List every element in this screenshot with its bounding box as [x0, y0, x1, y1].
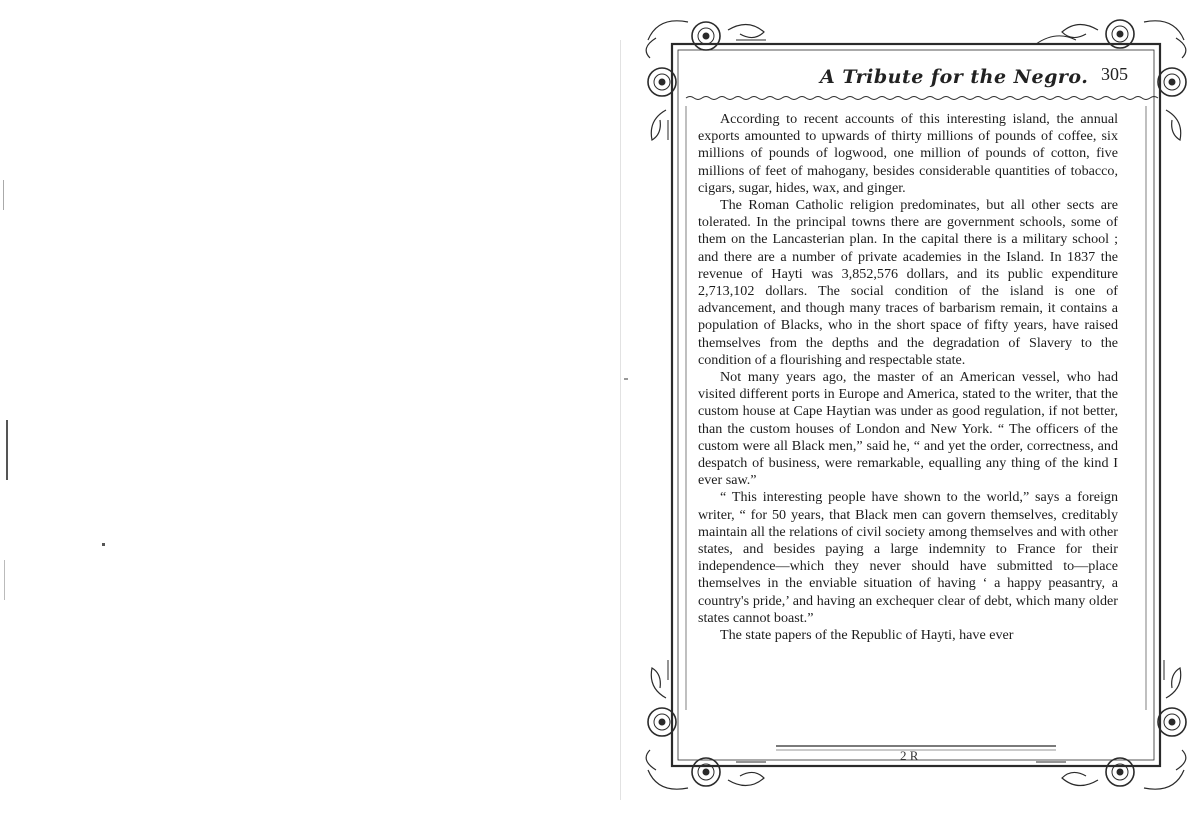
paragraph: “ This interesting people have shown to the world,” says a foreign writer, “ for 50 years, that Black men can govern themselves, creditably maintain all the relations of civil society among themselves and with other states, and besides paying a large indemnity to France for their independence—which they never should have submitted to—place themselves in the enviable situation of having ‘ a happy peasantry, a country's pride,’ and having an exchequer clear of debt, which many older states cannot boast.” — [698, 489, 1118, 626]
paragraph: According to recent accounts of this interesting island, the annual exports amounted to upwards of thirty millions of pounds of coffee, six millions of pounds of logwood, one million of pounds of cotton, five millions of feet of mahogany, besides considerable quantities of tobacco, cigars, sugar, hides, wax, and ginger. — [698, 111, 1118, 196]
page-number: 305 — [1101, 64, 1128, 84]
signature-mark: 2 R — [900, 748, 919, 763]
ink-speck — [102, 543, 105, 546]
body-text — [698, 111, 1118, 644]
paragraph: The Roman Catholic religion predominates, but all other sects are tolerated. In the principal towns there are government schools, some of them on the Lancasterian plan. In the capital there is a military school ; and there are a number of private academies in the Island. In 1837 the revenue of Hayti was 3,852,576 dollars, and its public expenditure 2,713,102 dollars. The social condition of the island is one of advancement, and though many traces of barbarism remain, it contains a population of Blacks, who in the short space of fifty years, have raised themselves from the depths and the degradation of Slavery to the condition of a flourishing and respectable state. — [698, 197, 1118, 368]
gutter-mark — [6, 420, 8, 480]
paragraph: The state papers of the Republic of Hayti, have ever — [720, 627, 1014, 644]
ink-speck — [624, 378, 628, 380]
running-title: A Tribute for the Negro. — [820, 66, 1089, 88]
gutter-mark — [4, 560, 5, 600]
gutter-mark — [3, 180, 4, 210]
paragraph: Not many years ago, the master of an American vessel, who had visited different ports in Europe and America, stated to the writer, that the custom house at Cape Haytian was under as good regulation, if not better, than the custom houses of London and New York. “ The officers of the custom were all Black men,” said he, “ and yet the order, correctness, and despatch of business, were remarkable, equalling any thing of the kind I ever saw.” — [698, 369, 1118, 489]
running-head — [690, 64, 1130, 90]
gutter-mark — [620, 40, 621, 800]
